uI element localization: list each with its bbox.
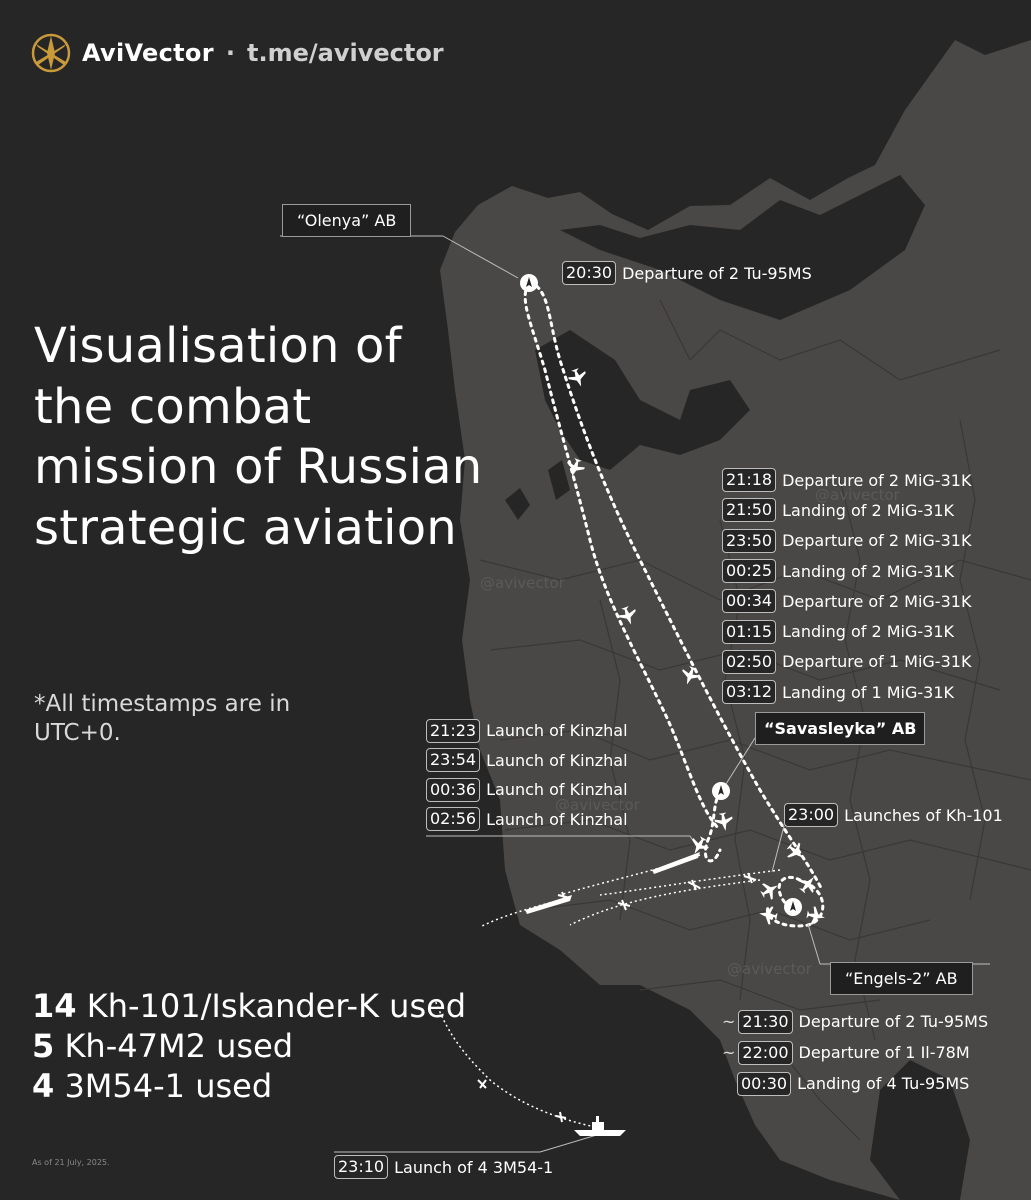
engels-events-list (722, 1006, 988, 1099)
mig-event: 23:50 Departure of 2 MiG-31K (722, 526, 971, 556)
stat-kh101: 14 Kh-101/Iskander-K used (32, 987, 467, 1025)
munitions-stats (32, 986, 466, 1106)
engels-marker (784, 898, 802, 916)
engels-event: ~ 22:00 Departure of 1 Il-78M (722, 1037, 988, 1068)
brand-header (30, 32, 444, 74)
kinzhal-event: 21:23 Launch of Kinzhal (426, 716, 628, 746)
brand-name: AviVector (82, 39, 214, 67)
mig-event: 03:12 Landing of 1 MiG-31K (722, 677, 971, 707)
watermark: @avivector (727, 960, 812, 978)
ship-launch-event: 23:10 Launch of 4 3M54-1 (334, 1154, 553, 1180)
timezone-note: *All timestamps are in UTC+0. (34, 691, 291, 746)
engels-airbase-label: “Engels-2” AB (830, 962, 973, 995)
brand-separator: · (225, 39, 235, 67)
mig-event: 00:34 Departure of 2 MiG-31K (722, 586, 971, 616)
kinzhal-events-list (426, 716, 628, 834)
stat-kh47: 5 Kh-47M2 used (32, 1027, 294, 1065)
olenya-event: 20:30 Departure of 2 Tu-95MS (562, 260, 812, 286)
watermark: @avivector (555, 796, 640, 814)
mig-events-list (722, 465, 971, 707)
kinzhal-event: 23:54 Launch of Kinzhal (426, 746, 628, 776)
mig-event: 21:18 Departure of 2 MiG-31K (722, 465, 971, 495)
mig-event: 21:50 Landing of 2 MiG-31K (722, 495, 971, 525)
kinzhal-event: 02:56 Launch of Kinzhal (426, 805, 628, 835)
engels-event: ~ 21:30 Departure of 2 Tu-95MS (722, 1006, 988, 1037)
mig-event: 02:50 Departure of 1 MiG-31K (722, 647, 971, 677)
kinzhal-event: 00:36 Launch of Kinzhal (426, 775, 628, 805)
savasleyka-airbase-label: “Savasleyka” AB (755, 712, 925, 745)
as-of-date: As of 21 July, 2025. (32, 1158, 110, 1167)
mig-event: 00:25 Landing of 2 MiG-31K (722, 556, 971, 586)
olenya-airbase-label: “Olenya” AB (282, 204, 411, 237)
stat-3m54: 4 3M54-1 used (32, 1067, 273, 1105)
watermark: @avivector (480, 574, 565, 592)
savasleyka-marker (712, 782, 730, 800)
kh101-event: 23:00 Launches of Kh-101 (784, 802, 1003, 828)
page-title: Visualisation of the combat mission of Russian strategic aviation (34, 318, 483, 556)
brand-url[interactable]: t.me/avivector (246, 39, 444, 67)
engels-event: 00:30 Landing of 4 Tu-95MS (722, 1068, 988, 1099)
mig-event: 01:15 Landing of 2 MiG-31K (722, 616, 971, 646)
watermark: @avivector (815, 486, 900, 504)
avivector-logo-icon (30, 32, 72, 74)
olenya-marker (520, 274, 538, 292)
